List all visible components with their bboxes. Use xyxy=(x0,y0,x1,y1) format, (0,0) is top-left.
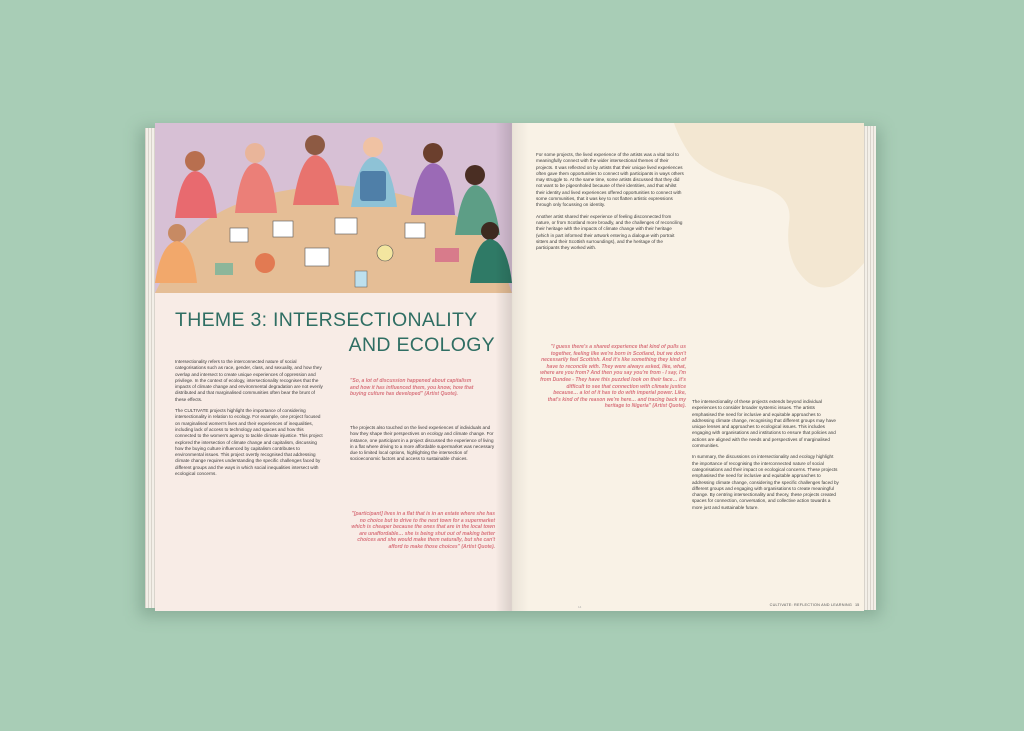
book-gutter xyxy=(495,123,529,611)
theme-title xyxy=(175,311,495,355)
paragraph: For some projects, the lived experience of the artists was a vital tool to meaningfully connect with the wider intersectional themes of their projects. It was reflected on by artists that their unique lived experiences often gave them opportunities to connect with participants in ways others may struggle to. At the same time, some artists discussed that they did not want to be pigeonholed because of their identities, and that whilst their identity and lived experiences offered opportunities to connect with some communities, that it was key to not flatten artistic expressions through only focussing on identity. xyxy=(536,152,684,208)
paragraph: The CULTIVATE projects highlight the importance of considering intersectionality in relation to ecology. For example, one project focused on marginalised women's lives and their experiences of inequalities, including lack of access to technology and spaces and how this connected to the women's agency to tackle climate injustice. This project explored the intersection of climate change and capitalism, discussing how the buying culture influenced by capitalism contributes to environmental issues. This project overtly recognised that addressing climate change requires understanding the specific challenges faced by different groups and the ways in which social inequalities intersect with ecological concerns. xyxy=(175,408,323,477)
paragraph: Another artist shared their experience of feeling disconnected from nature, or from Scotland more broadly, and the challenges of reconciling their heritage with the impacts of climate change with their heritage (which in part informed their artwork entering a dialogue with portrait sitters and their Scottish surroundings), and the heritage of the participants they worked with. xyxy=(536,213,683,251)
pull-quote: "So, a lot of discussion happened about capitalism and how it has influenced them, you know, how that buying culture has developed" (Artist Quote). xyxy=(350,378,474,398)
page-tick: 14 xyxy=(578,605,582,609)
left-column-2 xyxy=(350,425,495,468)
pull-quote: "I guess there's a shared experience that kind of pulls us together, feeling like we're born in Scotland, but we don't necessarily feel Scottish. And it's like something they kind of have to reconcile with. They were always asked, like, what, where are you from? And then you say you're from - I say, I'm from Dundee - They have this puzzled look on their face… it's difficult to see that connection with climate justice because… a lot of it has to do with imperial power. Like, that's kind of the reason we're here… and tracing back my heritage to Nigeria" (Artist Quote). xyxy=(540,344,686,410)
page-number: 15 xyxy=(855,603,860,607)
paragraph: The intersectionality of these projects extends beyond individual experiences to consider broader systemic issues. The artists emphasised the need for inclusive and equitable approaches to addressing climate change, recognising that different groups may have unique lenses and approaches to ecological issues. This includes engaging with organisations and institutions to ensure that policies and actions are aligned with the needs and perspectives of marginalised communities. xyxy=(692,399,836,449)
paragraph: The projects also touched on the lived experiences of individuals and how they shape their perspectives on ecology and climate change. For instance, one participant in a project discussed the experience of living in a flat where driving to a more affordable supermarket was necessary due to limited local options, highlighting the intersection of socioeconomic factors and access to sustainable choices. xyxy=(350,425,495,462)
running-footer: CULTIVATE: REFLECTION AND LEARNING xyxy=(769,603,852,607)
right-column-2 xyxy=(692,399,840,516)
title-line-1: THEME 3: INTERSECTIONALITY xyxy=(175,309,478,331)
right-column-1 xyxy=(536,152,684,256)
right-page-edges xyxy=(862,126,876,610)
right-page xyxy=(512,123,864,611)
left-page xyxy=(155,123,512,611)
paragraph: Intersectionality refers to the interconnected nature of social categorisations such as race, gender, class, and sexuality, and how they overlap and intersect to create unique experiences of oppression and privilege. In the context of ecology, intersectionality recognises that the impacts of climate change and environmental degradation are not evenly distributed and that marginalised communities often bear the brunt of these effects. xyxy=(175,359,323,402)
paragraph: In summary, the discussions on intersectionality and ecology highlight the importance of recognising the interconnected nature of social categorisations and their impact on ecological concerns. These projects emphasised the need for inclusive and equitable approaches to addressing climate change, considering the specific challenges faced by different groups and engaging with organisations to create meaningful change. By centring intersectionality and theory, these projects created spaces for connection, conversation, and collective action towards a more just and sustainable future. xyxy=(692,454,839,510)
left-column-1 xyxy=(175,359,325,482)
people-around-table-illustration xyxy=(155,123,512,293)
title-line-2: AND ECOLOGY xyxy=(348,333,495,356)
pull-quote: "[participant] lives in a flat that is in an estate where she has no choice but to drive to the next town for a supermarket which is cheaper because the ones that are in the local town are unaffordable… she is being shut out of making better choices and she would make them naturally, but she can't afford to make those choices" (Artist Quote). xyxy=(351,511,495,550)
